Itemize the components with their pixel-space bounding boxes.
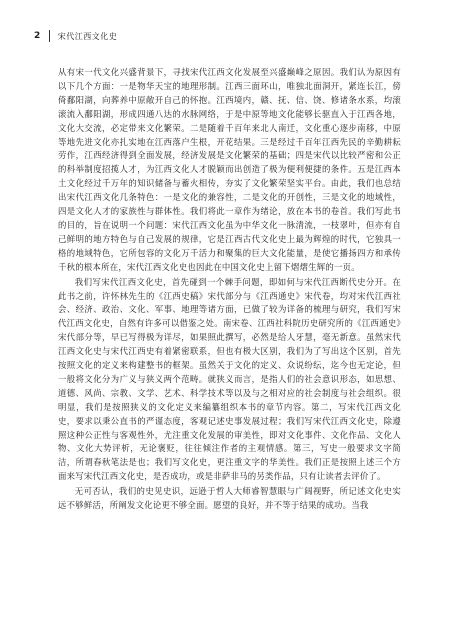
paragraph: 我们写宋代江西文化史，首先碰到一个棘手问题，即如何与宋代江西断代史分开。在此书之前，许怀林先生的《江西史稿》宋代部分与《江西通史》宋代卷，均对宋代江西社会、经济、政治、文化、军事、地理等诸方面，已做了较为详备的梳理与研究，我们写宋代江西文化史，自然有许多可以借鉴之处。南宋卷、江西社科院历史研究所的《江西通史》宋代部分等，早已写得极为详尽，如果照此撰写，必然是给人牙慧，毫无新意。虽然宋代江西文化史与宋代江西史有着紧密联系，但也有极大区别，我们为了写出这个区别，首先按照文化的定义来构建整书的框架。虽然关于文化的定义、众说纷纭，迄今也无定论，但一般将文化分为广义与狭义两个范畴。就狭义而言，是指人们的社会意识形态，如思想、道德、风尚、宗教、文学、艺术、科学技术等以及与之相对应的社会制度与社会组织。很明显，我们是按照狭义的文化定义来编纂组织本书的章节内容。第二，写宋代江西文化史，要求以秉公直书的严谨态度，客观记述史事发展过程；我们写宋代江西文化史，除遵照这种公正性与客观性外，尤注重文化发展的审美性，即对文化事件、文化作品、文化人物、文化大势评析，无论褒贬，往往倾注作者的主观情感。第三，写史一般要求文字简洁，所谓春秋笔法是也；我们写文化史，更注重文字的华美性。我们正是按照上述三个方面来写宋代江西文化史，是否成功，或是非萨非马的另类作品，只有让读者去评价了。 — [58, 276, 401, 482]
paragraph-continued: 从有宋一代文化兴盛背景下，寻找宋代江西文化发展至兴盛巅峰之原因。我们认为原因有以下几个方面：一是物华天宝的地理形制。江西三面环山，唯独北面洞开，紧连长江，傍倚鄱阳湖，向葬养中原敞开自己的怀抱。江西境内，赣、抚、信、饶、修诸条水系，均滚滚流入鄱阳湖，形成四通八达的水脉网络，于是中原等地文化能够长驱直入于江西各地，文化大交流，必定带来文化繁荣。二是随着千百年来北人南迁，文化重心逐步南移，中原等地先进文化亦扎实地在江西落户生根，开花结果。三是经过千百年江西先民的辛勤耕耘劳作，江西经济得到全面发展，经济发展是文化繁荣的基础；四是宋代以比较严密和公正的科举制度招揽人才，为江西文化人才脱颖而出创造了极为便利便捷的条件。五是江西本土文化经过千万年的知识储备与蓄火相传，夯实了文化繁荣坚实平台。由此，我们也总结出宋代江西文化几条特色：一是文化的兼容性，二是文化的开创性，三是文化的地域性，四是文化人才的家族性与群体性。我们将此一章作为绪论，放在本书的卷首。我们写此书的目的，旨在说明一个问题：宋代江西文化虽为中华文化一脉清流，一枝翠叶，但亦有自己鲜明的地方特色与自己发展的规律，它是江西古代文化史上最为辉煌的时代，它独具一格的地域特色，它所包容的文化万千活力和聚集的巨大文化能量，是使它播扬四方和承传千秋的根本所在，宋代江西文化史也因此在中国文化史上留下熠熠生辉的一页。 — [58, 67, 401, 272]
body-text — [58, 66, 401, 514]
paragraph: 无可否认，我们的史见史识，远逊于哲人大师睿智慧眼与广阔视野，所记述文化史实远不够鲜活，所阐发文化论更不够全面。愿望的良好，并不等于结果的成功。当我 — [58, 486, 401, 511]
book-title: 宋代江西文化史 — [57, 31, 118, 41]
page-number: 2 — [34, 30, 50, 42]
running-header — [34, 30, 117, 42]
